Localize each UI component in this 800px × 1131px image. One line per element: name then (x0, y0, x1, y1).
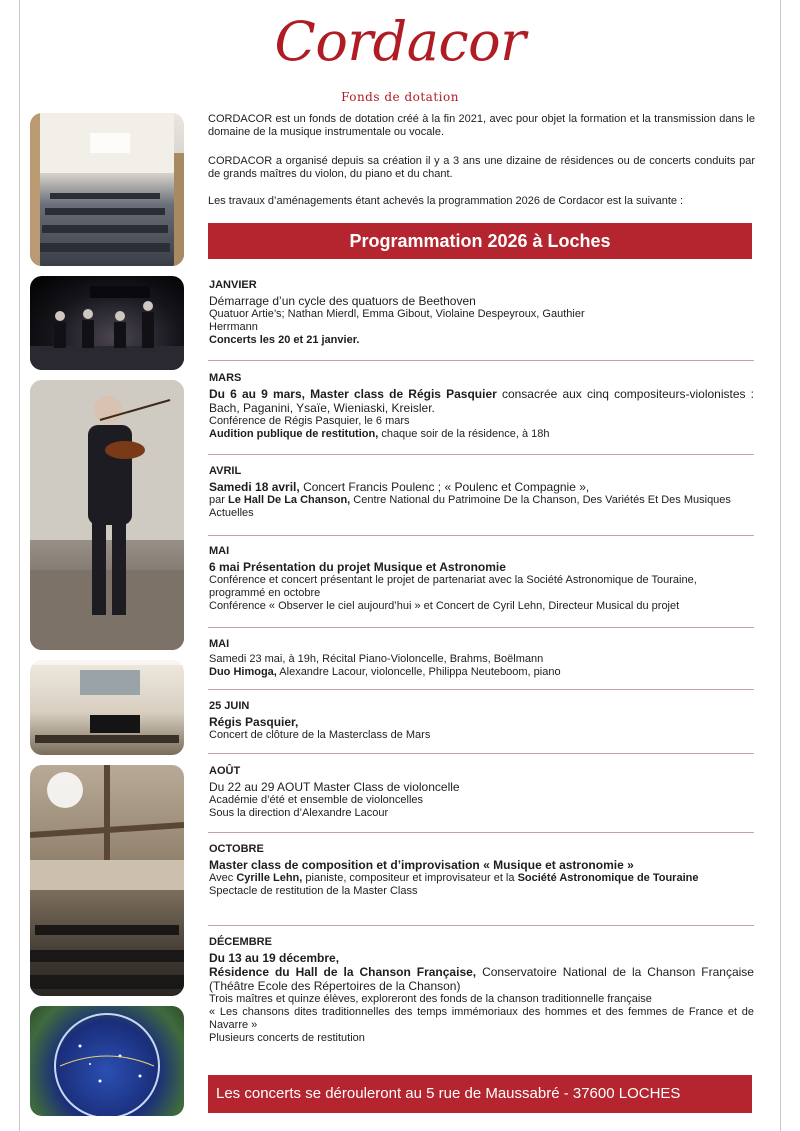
section-juin (209, 700, 754, 742)
section-line: Conférence de Régis Pasquier, le 6 mars (209, 415, 410, 427)
section-title (209, 387, 754, 415)
section-line-rest: chaque soir de la résidence, à 18h (378, 428, 550, 440)
section-divider (208, 753, 754, 754)
section-line-bold-2: Société Astronomique de Touraine (517, 872, 699, 884)
section-title-bold: Résidence du Hall de la Chanson Française, (209, 965, 477, 979)
section-heading: AVRIL (209, 465, 242, 477)
section-line: Herrmann (209, 321, 258, 333)
section-mai-2 (209, 638, 754, 679)
section-title: 6 mai Présentation du projet Musique et Astronomie (209, 560, 506, 574)
section-title (209, 480, 754, 494)
section-heading: OCTOBRE (209, 843, 264, 855)
intro-paragraph-1: CORDACOR est un fonds de dotation créé à la fin 2021, avec pour objet la formation et la transmission dans le domaine de la musique instrumentale ou vocale. (208, 113, 755, 138)
section-divider (208, 627, 754, 628)
section-line-bold: Audition publique de restitution, (209, 428, 379, 440)
section-divider (208, 360, 754, 361)
left-margin-rule (19, 0, 20, 1131)
section-line-pre: par (209, 494, 228, 506)
intro-paragraph-2: CORDACOR a organisé depuis sa création il y a 3 ans une dizaine de résidences ou de concerts conduits par de grands maîtres du violon, du piano et du chant. (208, 155, 755, 180)
section-title-bold: Du 6 au 9 mars, Master class de Régis Pasquier (209, 387, 497, 401)
section-divider (208, 689, 754, 690)
section-line-bold: Duo Himoga, (209, 666, 277, 678)
section-line: Quatuor Artie’s; Nathan Mierdl, Emma Gibout, Violaine Despeyroux, Gauthier (209, 308, 585, 320)
section-heading: MAI (209, 545, 230, 557)
section-heading: AOÛT (209, 765, 241, 777)
cordacor-logo (0, 12, 800, 104)
section-line (209, 666, 754, 679)
section-divider (208, 832, 754, 833)
section-octobre (209, 843, 754, 898)
section-avril (209, 465, 754, 520)
section-title-rest: Concert Francis Poulenc ; « Poulenc et Compagnie », (299, 480, 590, 494)
section-divider (208, 535, 754, 536)
section-line (209, 428, 754, 441)
violinist-portrait-photo (30, 380, 184, 650)
section-mars (209, 372, 754, 441)
astronomy-globe-photo (30, 1006, 184, 1116)
section-heading: DÉCEMBRE (209, 936, 272, 948)
section-title-rest: consacrée aux cinq compositeurs-violonistes : Bach, Paganini, Ysaïe, Wieniaski, Kreisler. (209, 387, 754, 415)
section-line: Académie d’été et ensemble de violoncelles (209, 794, 424, 806)
section-title: Master class de composition et d’improvisation « Musique et astronomie » (209, 858, 634, 872)
section-line-rest: Alexandre Lacour, violoncelle, Philippa Neuteboom, piano (276, 666, 561, 678)
timber-hall-photo (30, 765, 184, 996)
section-line-pre: Avec (209, 872, 237, 884)
section-title-rest: Conservatoire National de la Chanson Française (Théâtre Ecole des Répertoires de la Chanson) (209, 965, 754, 993)
piano-room-photo (30, 660, 184, 755)
programme-title-banner: Programmation 2026 à Loches (208, 223, 752, 259)
logo-title: Cordacor (274, 10, 526, 73)
section-line-mid: pianiste, compositeur et improvisateur et la (302, 872, 518, 884)
right-margin-rule (780, 0, 781, 1131)
section-line: Conférence et concert présentant le projet de partenariat avec la Société Astronomique de Touraine, programmé en octobre (209, 574, 697, 599)
section-divider (208, 454, 754, 455)
section-line-bold: Le Hall De La Chanson, (227, 494, 351, 506)
section-aout (209, 765, 754, 820)
section-title: Démarrage d’un cycle des quatuors de Beethoven (209, 294, 476, 308)
section-line: Concerts les 20 et 21 janvier. (209, 334, 360, 346)
venue-address-banner: Les concerts se dérouleront au 5 rue de Maussabré - 37600 LOCHES (208, 1075, 752, 1113)
section-mai-1 (209, 545, 754, 613)
section-line: Samedi 23 mai, à 19h, Récital Piano-Violoncelle, Brahms, Boëlmann (209, 653, 544, 665)
section-line (209, 872, 754, 885)
section-line: Sous la direction d’Alexandre Lacour (209, 807, 389, 819)
section-line: Spectacle de restitution de la Master Class (209, 885, 418, 897)
concert-hall-chairs-photo (30, 113, 184, 266)
section-heading: 25 JUIN (209, 700, 250, 712)
section-title: Du 22 au 29 AOUT Master Class de violoncelle (209, 780, 460, 794)
section-line: Plusieurs concerts de restitution (209, 1032, 365, 1044)
section-line: Concert de clôture de la Masterclass de Mars (209, 729, 431, 741)
section-line: Conférence « Observer le ciel aujourd’hui » et Concert de Cyril Lehn, Directeur Musical du projet (209, 600, 680, 612)
section-title-2 (209, 965, 754, 993)
section-line-rest: Centre National du Patrimoine De la Chanson, Des Variétés Et Des Musiques Actuelles (209, 494, 731, 519)
section-heading: JANVIER (209, 279, 257, 291)
section-line (209, 494, 754, 520)
section-line: « Les chansons dites traditionnelles des temps immémoriaux des hommes et des femmes de France et de Navarre » (209, 1006, 754, 1031)
section-heading: MARS (209, 372, 242, 384)
section-decembre (209, 936, 754, 1045)
intro-paragraph-3: Les travaux d’aménagements étant achevés la programmation 2026 de Cordacor est la suivante : (208, 195, 684, 207)
section-title: Du 13 au 19 décembre, (209, 951, 340, 965)
section-line-bold: Cyrille Lehn, (236, 872, 303, 884)
quartet-concert-photo (30, 276, 184, 370)
logo-subtitle: Fonds de dotation (341, 90, 459, 104)
section-line: Trois maîtres et quinze élèves, exploreront des fonds de la chanson traditionnelle française (209, 993, 652, 1005)
section-heading: MAI (209, 638, 230, 650)
section-title-bold: Samedi 18 avril, (209, 480, 300, 494)
section-title: Régis Pasquier, (209, 715, 299, 729)
section-divider (208, 925, 754, 926)
section-janvier (209, 279, 754, 347)
